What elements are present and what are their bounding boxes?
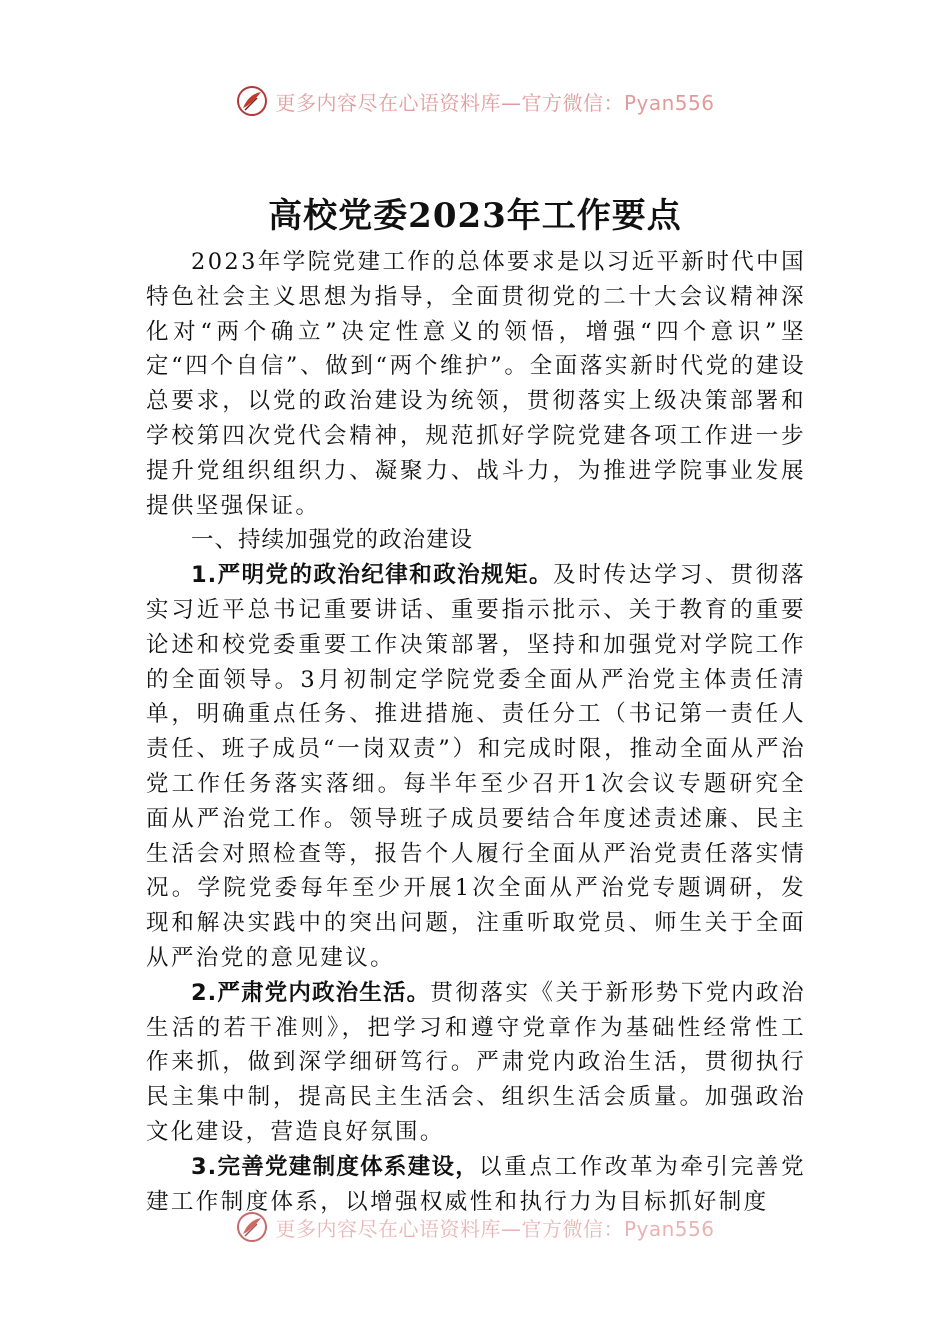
section-heading: 一、持续加强党的政治建设 xyxy=(191,527,474,554)
item-lead-1: 1.严明党的政治纪律和政治规矩。 xyxy=(191,562,553,589)
intro-paragraph: 2023年学院党建工作的总体要求是以习近平新时代中国特色社会主义思想为指导，全面贯彻党的二十大会议精神深化对“两个确立”决定性意义的领悟，增强“四个意识”坚定“四个自信”、做到“两个维护”。全面落实新时代党的建设总要求，以党的政治建设为统领，贯彻落实上级决策部署和学校第四次党代会精神，规范抓好学院党建各项工作进一步提升党组织组织力、凝聚力、战斗力，为推进学院事业发展提供坚强保证。 xyxy=(146,249,806,519)
watermark-header xyxy=(0,84,950,118)
item-paragraph-3 xyxy=(146,1150,806,1220)
pen-logo-icon xyxy=(235,1210,269,1244)
item-lead-2: 2.严肃党内政治生活。 xyxy=(191,979,431,1006)
document-title: 高校党委2023年工作要点 xyxy=(268,196,682,236)
item-text-3: 以重点工作改革为牵引完善党建工作制度体系，以增强权威性和执行力为目标抓好制度 xyxy=(146,1153,806,1215)
item-lead-3: 3.完善党建制度体系建设， xyxy=(191,1153,479,1180)
pen-logo-icon xyxy=(235,84,269,118)
item-paragraph-2 xyxy=(146,976,806,1150)
watermark-text: 更多内容尽在心语资料库—官方微信：Pyan556 xyxy=(275,90,715,115)
item-paragraph-1 xyxy=(146,558,806,976)
item-text-2: 贯彻落实《关于新形势下党内政治生活的若干准则》，把学习和遵守党章作为基础性经常性工作来抓，做到深学细研笃行。严肃党内政治生活，贯彻执行民主集中制，提高民主生活会、组织生活会质量。加强政治文化建设，营造良好氛围。 xyxy=(146,979,806,1145)
item-text-1: 及时传达学习、贯彻落实习近平总书记重要讲话、重要指示批示、关于教育的重要论述和校党委重要工作决策部署，坚持和加强党对学院工作的全面领导。3月初制定学院党委全面从严治党主体责任清单，明确重点任务、推进措施、责任分工（书记第一责任人责任、班子成员“一岗双责”）和完成时限，推动全面从严治党工作任务落实落细。每半年至少召开1次会议专题研究全面从严治党工作。领导班子成员要结合年度述责述廉、民主生活会对照检查等，报告个人履行全面从严治党责任落实情况。学院党委每年至少开展1次全面从严治党专题调研，发现和解决实践中的突出问题，注重听取党员、师生关于全面从严治党的意见建议。 xyxy=(146,562,806,971)
document-body xyxy=(146,245,806,1219)
watermark-footer xyxy=(0,1210,950,1244)
watermark-text-footer: 更多内容尽在心语资料库—官方微信：Pyan556 xyxy=(275,1216,715,1241)
